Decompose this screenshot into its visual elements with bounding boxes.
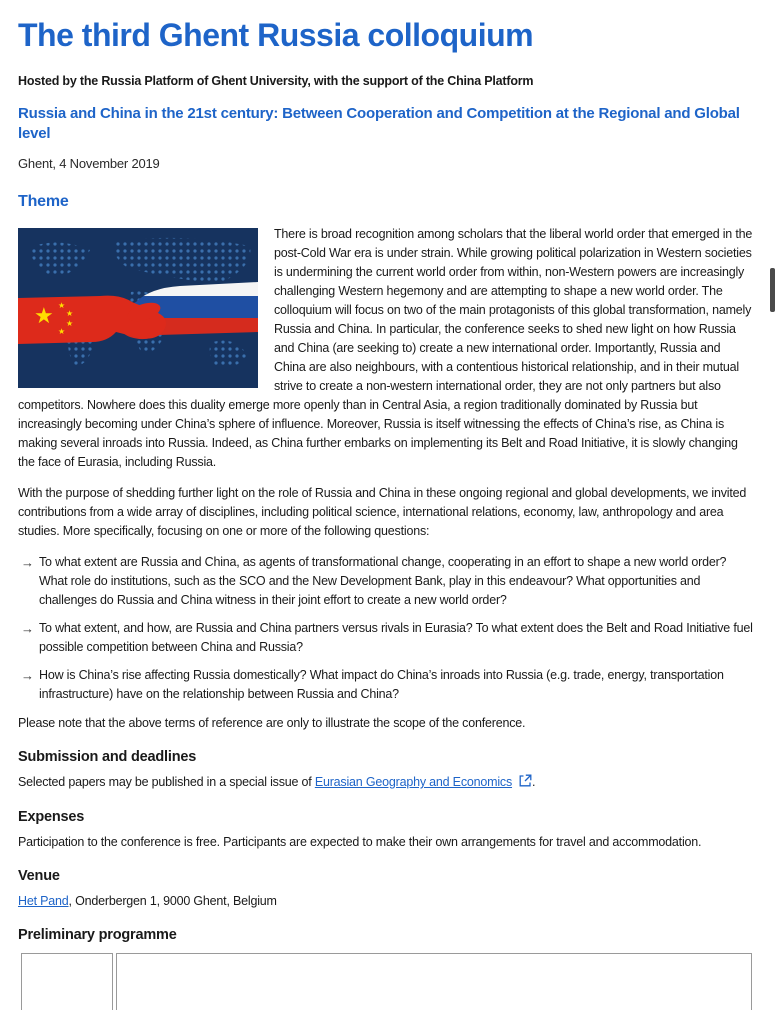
programme-time-cell: [21, 953, 113, 1010]
list-item: [18, 666, 755, 704]
svg-text:★: ★: [66, 319, 73, 328]
journal-link[interactable]: Eurasian Geography and Economics: [314, 775, 513, 789]
venue-text-after: , Onderbergen 1, 9000 Ghent, Belgium: [68, 894, 277, 908]
event-date: Ghent, 4 November 2019: [18, 156, 160, 171]
china-russia-handshake-image: [18, 228, 258, 388]
submission-heading: Submission and deadlines: [18, 749, 197, 765]
list-item-text: To what extent, and how, are Russia and China partners versus rivals in Eurasia? To what extent does the Belt and Road Initiative fuel possible competition between China and Russia?: [39, 621, 753, 654]
venue-link[interactable]: Het Pand: [18, 894, 69, 908]
svg-text:★: ★: [34, 303, 54, 328]
svg-text:★: ★: [66, 309, 73, 318]
list-item-text: How is China’s rise affecting Russia domestically? What impact do China’s inroads into Russia (e.g. trade, energy, transportation infrastructure) have on the relationship between Russia and China?: [39, 668, 724, 701]
programme-desc-cell: [116, 953, 752, 1010]
scope-note: Please note that the above terms of reference are only to illustrate the scope of the conference.: [18, 716, 526, 730]
expenses-heading: Expenses: [18, 809, 85, 825]
svg-text:★: ★: [58, 301, 65, 310]
table-row: [21, 953, 752, 1010]
external-link-icon[interactable]: [519, 774, 532, 793]
list-item: [18, 619, 755, 657]
theme-heading: Theme: [18, 193, 69, 210]
submission-text-before: Selected papers may be published in a special issue of: [18, 775, 315, 789]
scrollbar-thumb[interactable]: [770, 268, 775, 312]
list-item-text: To what extent are Russia and China, as agents of transformational change, cooperating in an effort to shape a new world order? What role do institutions, such as the SCO and the New Development Bank, play in this endeavour? What opportunities and challenges do Russia and China witness in their joint effort to create a new world order?: [39, 555, 727, 607]
theme-paragraph-2: With the purpose of shedding further light on the role of Russia and China in these ongoing regional and global developments, we invited contributions from a wide array of disciplines, including political science, international relations, economy, law, anthropology and area studies. More specifically, focusing on one or more of the following questions:: [18, 486, 747, 538]
submission-text: [18, 773, 755, 793]
event-title: Russia and China in the 21st century: Between Cooperation and Competition at the Regional and Global level: [18, 105, 740, 142]
submission-text-after: .: [532, 775, 536, 789]
handshake-illustration: [18, 228, 258, 388]
venue-text: [18, 892, 755, 911]
page-subtitle: Hosted by the Russia Platform of Ghent University, with the support of the China Platform: [18, 74, 534, 88]
svg-text:★: ★: [58, 327, 65, 336]
page-title: The third Ghent Russia colloquium: [18, 17, 534, 53]
programme-heading: Preliminary programme: [18, 927, 177, 943]
theme-paragraph-1: There is broad recognition among scholars that the liberal world order that emerged in the post-Cold War era is under strain. While growing political polarization in Western societies is undermining the current world order from within, non-Western powers are increasingly challenging Western hegemony and are attempting to shape a new world order. The colloquium will focus on two of the main protagonists of this global transformation, namely Russia and China. In particular, the conference seeks to shed new light on how Russia and China (are seeking to) create a new international order. Importantly, Russia and China are also neighbours, with a contentious historical relationship, and in their mutual strive to create a non-western international order, they are not only partners but also competitors. Nowhere does this duality emerge more openly than in Central Asia, a region traditionally dominated by Russia but increasingly becoming under China’s sphere of influence. Moreover, Russia is itself witnessing the effects of China’s rise, as China is making several inroads into Russia. Indeed, as China further embarks on implementing its Belt and Road Initiative, it is slowly changing the face of Eurasia, including Russia.: [18, 227, 753, 469]
questions-list: [18, 553, 755, 704]
arrow-bullet-icon: →: [21, 621, 34, 636]
list-item: [18, 553, 755, 610]
arrow-bullet-icon: →: [21, 668, 34, 683]
venue-heading: Venue: [18, 868, 60, 884]
theme-section: [18, 225, 755, 733]
arrow-bullet-icon: →: [21, 555, 34, 570]
expenses-text: Participation to the conference is free. Participants are expected to make their own arrangements for travel and accommodation.: [18, 835, 702, 849]
programme-table: [18, 953, 755, 1010]
